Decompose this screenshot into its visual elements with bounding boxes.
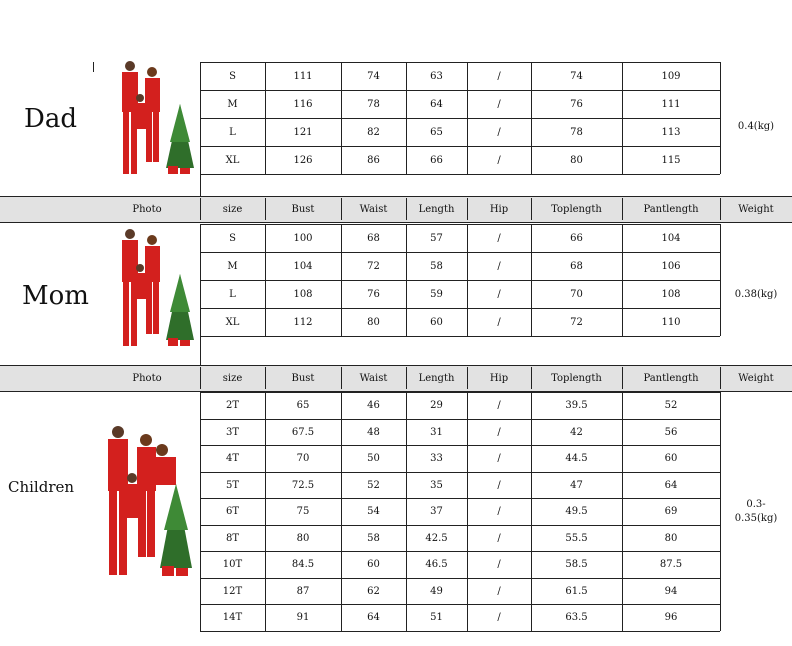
table-cell: 104 [661, 232, 681, 244]
table-cell: 33 [430, 453, 443, 464]
table-cell: 46.5 [425, 559, 448, 570]
header-divider [406, 198, 407, 220]
table-cell: 56 [664, 427, 678, 438]
header-divider [265, 367, 266, 389]
header-waist: Waist [359, 372, 388, 384]
table-cell: 111 [661, 98, 681, 110]
table-cell: 70 [296, 453, 310, 464]
table-cell: 60 [430, 316, 443, 328]
table-cell: 115 [661, 154, 681, 166]
table-cell: 58.5 [565, 559, 588, 570]
header-divider [200, 198, 201, 220]
table-cell: 60 [664, 453, 678, 464]
table-cell: 8T [225, 533, 240, 544]
table-cell: 108 [661, 288, 681, 300]
header-pantlength: Pantlength [643, 372, 699, 384]
table-cell: 86 [367, 154, 380, 166]
table-cell: 50 [367, 453, 380, 464]
header-photo: Photo [132, 372, 162, 384]
header-weight: Weight [738, 203, 774, 215]
table-cell: 64 [367, 612, 380, 623]
table-cell: 78 [367, 98, 380, 110]
header-waist: Waist [359, 203, 388, 215]
table-cell: 112 [293, 316, 313, 328]
row-line [200, 336, 720, 337]
header-photo: Photo [132, 203, 162, 215]
table-cell: XL [225, 316, 240, 328]
table-cell: 51 [430, 612, 443, 623]
header-divider [720, 367, 721, 389]
table-cell: 58 [430, 260, 443, 272]
table-cell: 82 [367, 126, 380, 138]
table-cell: 14T [222, 612, 243, 623]
table-cell: XL [225, 154, 240, 166]
table-cell: 58 [367, 533, 380, 544]
family-photo-children [100, 420, 196, 582]
table-cell: 29 [430, 400, 443, 411]
table-cell: 66 [570, 232, 583, 244]
table-cell: 87.5 [659, 559, 683, 570]
table-cell: 49.5 [565, 506, 588, 517]
table-cell: 59 [430, 288, 443, 300]
table-cell: / [497, 506, 501, 517]
table-cell: / [497, 316, 501, 328]
table-cell: 91 [296, 612, 310, 623]
table-cell: 70 [570, 288, 583, 300]
table-cell: S [229, 70, 236, 82]
table-cell: 54 [367, 506, 380, 517]
table-cell: / [497, 480, 501, 491]
table-cell: 10T [222, 559, 243, 570]
header-toplength: Toplength [551, 203, 602, 215]
table-cell: 74 [570, 70, 583, 82]
header-divider [265, 198, 266, 220]
table-cell: 4T [225, 453, 240, 464]
table-cell: 42.5 [425, 533, 448, 544]
header-divider [406, 367, 407, 389]
table-cell: 80 [570, 154, 583, 166]
header-divider [622, 367, 623, 389]
table-cell: 80 [296, 533, 310, 544]
family-photo-dad [112, 56, 198, 180]
edge-tick [93, 62, 94, 72]
weight-children-line1: 0.3- [746, 499, 766, 510]
table-cell: 67.5 [291, 427, 315, 438]
table-cell: 60 [367, 559, 380, 570]
table-cell: / [497, 559, 501, 570]
table-cell: 108 [293, 288, 313, 300]
table-cell: 100 [293, 232, 313, 244]
table-cell: / [497, 70, 501, 82]
table-cell: 44.5 [565, 453, 588, 464]
header-divider [467, 198, 468, 220]
table-cell: 5T [225, 480, 240, 491]
section-label-dad: Dad [24, 104, 77, 134]
table-cell: 74 [367, 70, 380, 82]
col-line [200, 336, 201, 365]
table-cell: 69 [664, 506, 678, 517]
table-cell: / [497, 232, 501, 244]
header-length: Length [418, 203, 455, 215]
header-size: size [222, 203, 243, 215]
table-cell: 126 [293, 154, 313, 166]
table-cell: 46 [367, 400, 380, 411]
table-cell: 65 [296, 400, 310, 411]
table-cell: 35 [430, 480, 443, 491]
table-cell: 66 [430, 154, 443, 166]
table-cell: 72.5 [291, 480, 315, 491]
table-cell: 109 [661, 70, 681, 82]
table-cell: 55.5 [565, 533, 588, 544]
header-length: Length [418, 372, 455, 384]
table-cell: 68 [367, 232, 380, 244]
weight-dad: 0.4(kg) [737, 121, 775, 132]
row-line [200, 631, 720, 632]
table-cell: / [497, 154, 501, 166]
row-line [200, 174, 720, 175]
table-cell: 52 [367, 480, 380, 491]
header-divider [622, 198, 623, 220]
family-photo-mom [112, 224, 198, 352]
table-cell: / [497, 612, 501, 623]
table-cell: 62 [367, 586, 380, 597]
section-label-mom: Mom [22, 281, 89, 311]
table-cell: 84.5 [291, 559, 315, 570]
table-cell: 75 [296, 506, 310, 517]
table-cell: 106 [661, 260, 681, 272]
header-divider [467, 367, 468, 389]
table-cell: 87 [296, 586, 310, 597]
table-cell: 80 [664, 533, 678, 544]
header-divider [531, 367, 532, 389]
table-cell: 94 [664, 586, 678, 597]
table-cell: 31 [430, 427, 443, 438]
table-cell: 61.5 [565, 586, 588, 597]
table-cell: / [497, 98, 501, 110]
table-cell: 80 [367, 316, 380, 328]
table-cell: 49 [430, 586, 443, 597]
header-size: size [222, 372, 243, 384]
table-cell: 96 [664, 612, 678, 623]
table-cell: 42 [570, 427, 583, 438]
table-cell: S [229, 232, 236, 244]
table-cell: 12T [222, 586, 243, 597]
section-label-children: Children [8, 478, 75, 496]
header-pantlength: Pantlength [643, 203, 699, 215]
table-cell: 3T [225, 427, 240, 438]
table-cell: 6T [225, 506, 240, 517]
table-cell: 37 [430, 506, 443, 517]
table-cell: 2T [225, 400, 240, 411]
table-cell: M [227, 260, 238, 272]
table-cell: 63.5 [565, 612, 588, 623]
header-hip: Hip [489, 203, 509, 215]
table-cell: 116 [293, 98, 313, 110]
table-cell: 111 [293, 70, 313, 82]
col-line [720, 62, 721, 174]
table-cell: 121 [293, 126, 313, 138]
header-bottom-line [0, 222, 792, 223]
header-bust: Bust [291, 203, 315, 215]
table-cell: L [229, 288, 236, 300]
table-cell: / [497, 586, 501, 597]
table-cell: 47 [570, 480, 583, 491]
header-toplength: Toplength [551, 372, 602, 384]
header-weight: Weight [738, 372, 774, 384]
table-cell: 104 [293, 260, 313, 272]
table-cell: / [497, 400, 501, 411]
table-cell: / [497, 288, 501, 300]
header-divider [341, 198, 342, 220]
table-cell: 65 [430, 126, 443, 138]
header-hip: Hip [489, 372, 509, 384]
table-cell: 72 [570, 316, 583, 328]
table-cell: 113 [661, 126, 681, 138]
table-cell: / [497, 427, 501, 438]
weight-children [720, 498, 792, 526]
table-cell: 68 [570, 260, 583, 272]
table-cell: / [497, 453, 501, 464]
table-cell: / [497, 126, 501, 138]
table-cell: 76 [367, 288, 380, 300]
table-cell: 110 [661, 316, 681, 328]
table-cell: 57 [430, 232, 443, 244]
table-cell: 76 [570, 98, 583, 110]
weight-mom: 0.38(kg) [734, 289, 778, 300]
table-cell: 78 [570, 126, 583, 138]
header-bust: Bust [291, 372, 315, 384]
table-cell: 48 [367, 427, 380, 438]
weight-children-line2: 0.35(kg) [734, 513, 778, 524]
header-divider [341, 367, 342, 389]
table-cell: 52 [664, 400, 678, 411]
header-divider [531, 198, 532, 220]
col-line [720, 392, 721, 631]
header-divider [200, 367, 201, 389]
col-line [720, 224, 721, 336]
table-cell: 63 [430, 70, 443, 82]
col-line [200, 174, 201, 196]
table-cell: L [229, 126, 236, 138]
table-cell: M [227, 98, 238, 110]
table-cell: / [497, 533, 501, 544]
table-cell: 72 [367, 260, 380, 272]
table-cell: 64 [430, 98, 443, 110]
table-cell: 39.5 [565, 400, 588, 411]
table-cell: / [497, 260, 501, 272]
header-divider [720, 198, 721, 220]
table-cell: 64 [664, 480, 678, 491]
